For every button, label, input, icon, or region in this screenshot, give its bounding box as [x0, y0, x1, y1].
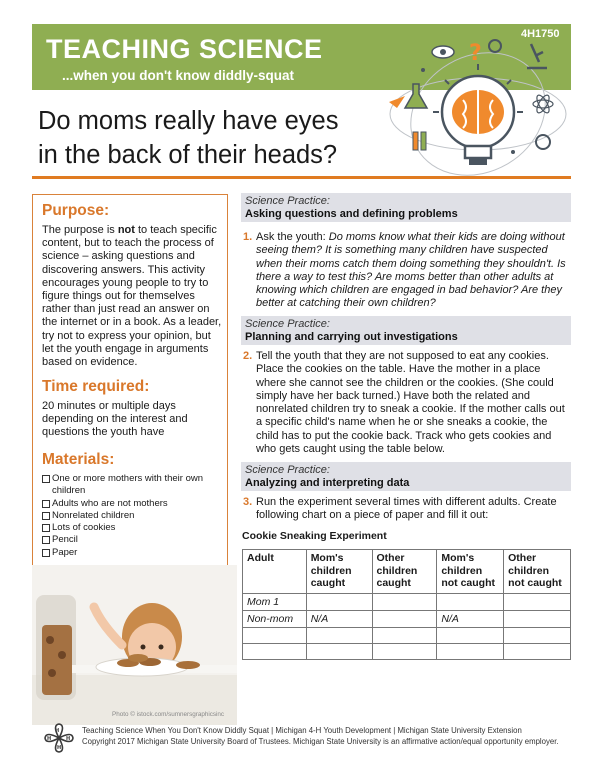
materials-item: Nonrelated children [42, 510, 222, 522]
materials-item: Adults who are not mothers [42, 498, 222, 510]
table-cell: Non-mom [243, 611, 307, 628]
table-cell [437, 644, 504, 660]
table-row [243, 611, 571, 628]
svg-text:H: H [57, 745, 62, 751]
table-cell: N/A [437, 611, 504, 628]
materials-heading: Materials: [42, 451, 115, 468]
practice-bar-2 [241, 316, 571, 345]
svg-text:H: H [47, 736, 52, 742]
table-cell [372, 628, 437, 644]
purpose-heading: Purpose: [42, 202, 110, 219]
svg-text:?: ? [469, 41, 482, 66]
table-cell [437, 594, 504, 611]
table-cell [243, 644, 307, 660]
table-cell [372, 611, 437, 628]
step-number: 2. [243, 350, 253, 362]
practice-bar-3 [241, 462, 571, 491]
materials-item: One or more mothers with their own children [42, 473, 222, 498]
table-cell: Mom 1 [243, 594, 307, 611]
table-cell [504, 628, 571, 644]
page-subtitle: ...when you don't know diddly-squat [62, 68, 294, 83]
materials-list [42, 473, 222, 559]
table-title: Cookie Sneaking Experiment [242, 530, 387, 542]
purpose-text [42, 224, 224, 369]
practice-label: Science Practice: [245, 195, 330, 207]
table-header-cell: Mom's children not caught [437, 550, 504, 594]
table-cell [372, 644, 437, 660]
practice-title: Asking questions and defining problems [245, 207, 458, 220]
practice-label: Science Practice: [245, 318, 330, 330]
header-divider [32, 176, 571, 179]
headline-line-1: Do moms really have eyes [38, 107, 339, 135]
document-code: 4H1750 [521, 28, 560, 40]
cookie-sneaking-table [242, 549, 571, 660]
table-cell [504, 644, 571, 660]
science-brain-lightbulb-illustration [383, 32, 573, 182]
table-cell [437, 628, 504, 644]
practice-label: Science Practice: [245, 464, 330, 476]
materials-item: Lots of cookies [42, 522, 222, 534]
step-2-text: Tell the youth that they are not supposed to eat any cookies. Place the cookies on the table. Have the mother in a place where she cannot see the children or the cookies. (She could simply have her back turned.) Have both the related and nonrelated children try to sneak a cookie. If the mother calls out a specific child's name when he or she sneaks a cookie, the child has to put the cookie back. Track who gets cookies and who gets caught using the table below. [256, 350, 565, 456]
table-cell [504, 594, 571, 611]
step-1-text [256, 231, 568, 311]
purpose-text-intro: The purpose is [42, 224, 118, 236]
table-header-cell: Mom's children caught [306, 550, 372, 594]
materials-item: Paper [42, 547, 222, 559]
step-number: 3. [243, 496, 253, 508]
table-cell [306, 594, 372, 611]
table-header-cell: Adult [243, 550, 307, 594]
time-text: 20 minutes or multiple days depending on the interest and questions the youth have [42, 400, 188, 439]
materials-item: Pencil [42, 534, 222, 546]
headline [38, 104, 398, 172]
practice-title: Planning and carrying out investigations [245, 330, 458, 343]
table-cell [243, 628, 307, 644]
page-title: TEACHING SCIENCE [46, 34, 323, 64]
purpose-text-rest: to teach specific content, but to teach the process of science – asking questions and discovering answers. This activity encourages young people to try to figure things out for themselves rather than just read an answer on the internet or in a book. As a leader, try not to express your opinion, but let the youth engage in arguments based on evidence. [42, 224, 222, 369]
time-heading: Time required: [42, 378, 150, 395]
practice-title: Analyzing and interpreting data [245, 476, 410, 489]
step-1-question: Do moms know what their kids are doing without seeing them? It is something many children have suspected when their moms catch them doing something they shouldn't. Is there a way to test this? Are moms better than other adults at knowing which children are engaged in bad behavior? Are they better at catching their own children? [256, 231, 566, 310]
headline-line-2: in the back of their heads? [38, 141, 338, 169]
table-cell [306, 644, 372, 660]
svg-text:H: H [55, 728, 60, 734]
table-cell [504, 611, 571, 628]
step-1-lead: Ask the youth: [256, 231, 329, 243]
table-header-cell: Other children caught [372, 550, 437, 594]
four-h-clover-icon [42, 721, 76, 755]
table-header-cell: Other children not caught [504, 550, 571, 594]
child-cookies-photo [32, 565, 237, 725]
table-cell [306, 628, 372, 644]
svg-text:H: H [66, 736, 71, 742]
purpose-text-bold: not [117, 224, 135, 236]
table-header-row [243, 550, 571, 594]
practice-bar-1 [241, 193, 571, 222]
step-number: 1. [243, 231, 253, 243]
footer-line-1: Teaching Science When You Don't Know Diddly Squat | Michigan 4-H Youth Development | Michigan State University Extension [82, 726, 522, 735]
table-row [243, 644, 571, 660]
step-3-text: Run the experiment several times with different adults. Create following chart on a piece of paper and fill it out: [256, 496, 557, 522]
table-cell [372, 594, 437, 611]
table-row [243, 594, 571, 611]
photo-credit: Photo © istock.com/sumnersgraphicsinc [112, 711, 225, 718]
table-row [243, 628, 571, 644]
footer-line-2: Copyright 2017 Michigan State University Board of Trustees. Michigan State University is an affirmative action/equal opportunity employer. [82, 737, 559, 746]
table-cell: N/A [306, 611, 372, 628]
